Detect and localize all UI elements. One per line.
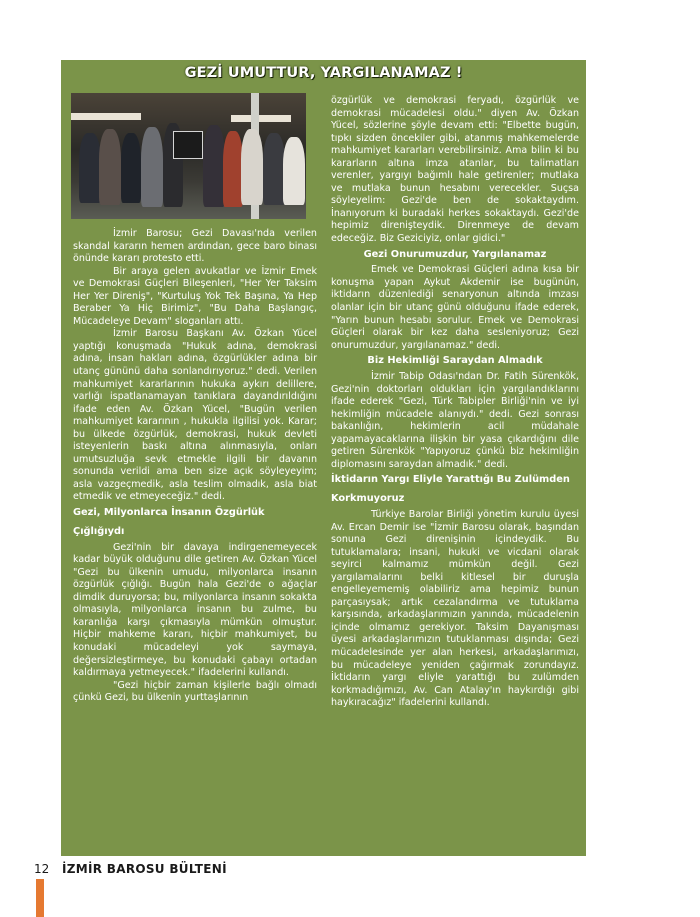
publication-name: İZMİR BAROSU BÜLTENİ (62, 862, 227, 876)
photo-figure (203, 125, 225, 207)
body-paragraph: Emek ve Demokrasi Güçleri adına kısa bir konuşma yapan Aykut Akdemir ise bugünün, iktidarın düzenlediği senaryonun altında imzası olanlar için bir utanç günü olduğunu ifade ederek, "Yarın bunun hesabı sorulur. Emek ve Demokrasi Güçleri olarak bir kez daha sesleniyoruz; Gezi onurumuzdur, yargılanamaz." dedi. (331, 264, 579, 351)
photo-figure (283, 137, 305, 205)
body-paragraph: Gezi'nin bir davaya indirgenemeyecek kadar büyük olduğunu dile getiren Av. Özkan Yücel "Gezi bu ülkenin umudu, milyonlarca insanın özgürlük çığlığı. Bugün hala Gezi'de o ağaçlar dimdik duruyorsa; bu, milyonlarca insanın sokakta olmasıyla, milyonlarca insanın bu zulme, bu karanlığa karşı çıkmasıyla mümkün olmuştur. Hiçbir mahkeme kararı, hiçbir mahkumiyet, bu konudaki mücadeleyi yok saymaya, değersizleştirmeye, bu konudaki çabayı ortadan kaldırmaya yetmeyecek." ifadelerini kullandı. (73, 541, 317, 679)
body-paragraph: Türkiye Barolar Birliği yönetim kurulu üyesi Av. Ercan Demir ise "İzmir Barosu olarak, başından sonuna Gezi direnişinin içindeydik. Bu tutuklamalara; insani, hukuki ve vicdani olarak seyirci kalmamız mümkün değil. Gezi yargılamalarını belki kitlesel bir duruşla engelleyememiş olabiliriz ama hepimiz bunun parçasıysak; artık cezalandırma ve tutuklama karşısında, arkadaşlarımızın yanında, mücadelenin içinde olmamız gerekiyor. Taksim Dayanışması üyesi arkadaşlarımızın tutuklanması dışında; Gezi mücadelesinde yer alan herkesi, arkadaşlarımızı, bu mücadeleye yeniden çağırmak zorundayız. İktidarın yargı eliyle yarattığı bu zulümden korkmadığımızı, Av. Can Atalay'ın haykırdığı gibi haykıracağız" ifadelerini kullandı. (331, 508, 579, 709)
article-column-right (331, 95, 579, 710)
photo-figure (141, 127, 163, 207)
accent-bar (36, 879, 44, 917)
article-title: GEZİ UMUTTUR, YARGILANAMAZ ! (184, 65, 463, 81)
photo-placard (173, 131, 203, 159)
body-paragraph: İzmir Tabip Odası'ndan Dr. Fatih Sürenkök, Gezi'nin doktorları oldukları için yargılandıklarını ifade ederek "Gezi, Türk Tabipler Birliği'nin ve iyi hekimliğin mücadele alanıydı." dedi. Gezi sonrası bakanlığın, hekimlerin acil müdahale yapamayacaklarına ilişkin bir yasa çıkardığını dile getiren Sürenkök "Yapıyoruz çünkü biz hekimliğin diplomasını saraydan almadık." dedi. (331, 370, 579, 470)
section-heading: İktidarın Yargı Eliyle Yarattığı Bu Zulümden Korkmuyoruz (331, 474, 570, 505)
body-paragraph: "Gezi hiçbir zaman kişilerle bağlı olmadı çünkü Gezi, bu ülkenin yurttaşlarının (73, 679, 317, 704)
body-paragraph: İzmir Barosu; Gezi Davası'nda verilen skandal kararın hemen ardından, gece baro binası önünde kararı protesto etti. (73, 228, 317, 265)
article-column-left (73, 228, 317, 705)
section-heading: Gezi, Milyonlarca İnsanın Özgürlük Çığlığıydı (73, 507, 265, 537)
photo-figure (241, 129, 263, 205)
photo-figure (263, 133, 285, 205)
photo-figure (121, 133, 141, 203)
section-heading: Biz Hekimliği Saraydan Almadık (367, 355, 543, 367)
section-heading: Gezi Onurumuzdur, Yargılanamaz (363, 248, 547, 260)
body-paragraph: İzmir Barosu Başkanı Av. Özkan Yücel yaptığı konuşmada "Hukuk adına, demokrasi adına, insan hakları adına, özgürlükler adına bir utanç gününü daha sonlandırıyoruz." dedi. Verilen mahkumiyet kararlarının hukuka aykırı delillere, varlığı ispatlanamayan tanıklara dayandırıldığını ifade eden Av. Özkan Yücel, "Bugün verilen mahkumiyet kararının , hukukla ilgilisi yok. Karar; bu ülkede özgürlük, demokrasi, hukuk devleti isteyenlerin baskı altına alınmasıyla, onları umutsuzluğa sevk etmekle ilgili bir davanın sonunda verildi ama ben size açık söyleyeyim; asla vazgeçmedik, asla teslim olmadık, asla biat etmedik ve etmeyeceğiz." dedi. (73, 328, 317, 503)
photo-figure (223, 131, 243, 207)
body-paragraph: Bir araya gelen avukatlar ve İzmir Emek ve Demokrasi Güçleri Bileşenleri, "Her Yer Taksim Her Yer Direniş", "Kurtuluş Yok Tek Başına, Ya Hep Beraber Ya Hiç Birimiz", "Bu Daha Başlangıç, Mücadeleye Devam" sloganları attı. (73, 265, 317, 327)
page-number: 12 (34, 862, 50, 876)
photo-banner (71, 113, 141, 120)
photo-banner (231, 115, 291, 122)
photo-figure (79, 133, 101, 203)
protest-photo (71, 93, 306, 219)
body-paragraph: özgürlük ve demokrasi feryadı, özgürlük ve demokrasi mücadelesi oldu." diyen Av. Özkan Yücel, sözlerine şöyle devam etti: "Elbette bugün, tıpkı sizden öncekiler gibi, atanmış mahkemelerde mahkumiyet kararları verebilirsiniz. Ama bilin ki bu kararların altına imza atanlar, bu talimatları verenler, yargıyı bağımlı hale getirenler; mutlaka ve mutlaka bunun hesabını verecekler. Suçsa söyleyelim: Gezi'de ben de sokaktaydım. İnanıyorum ki buradaki herkes sokaktaydı. Gezi'de hepimiz direnişteydik. Direnmeye de devam edeceğiz. Biz Geziciyiz, onlar gidici." (331, 95, 579, 245)
photo-figure (99, 129, 121, 205)
